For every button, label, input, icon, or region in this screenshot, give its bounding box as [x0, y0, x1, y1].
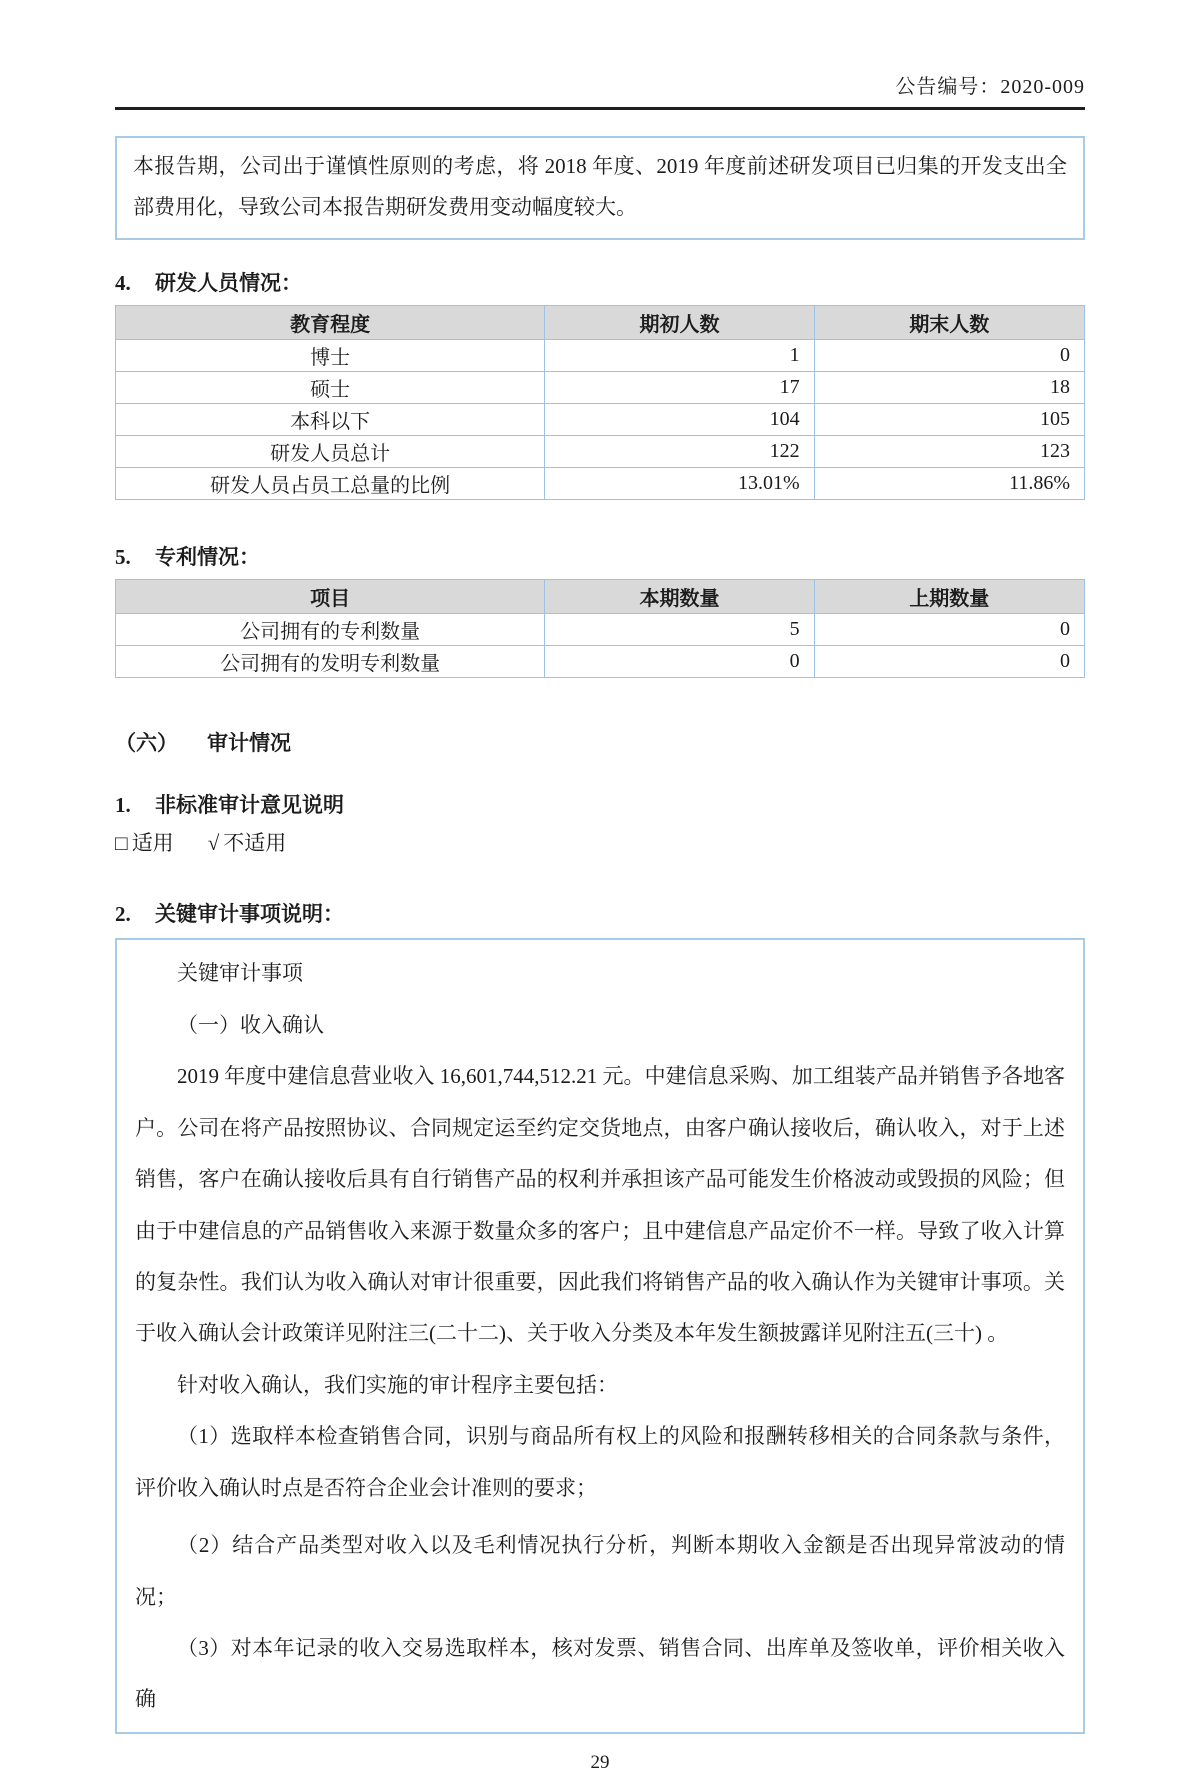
subsection-heading-key-audit-matters [115, 901, 1085, 928]
value-cell: 17 [545, 372, 814, 404]
table-header-row [116, 306, 1085, 340]
section-title: 研发人员情况： [155, 270, 302, 295]
checkbox-unchecked-icon: □ [115, 831, 128, 856]
section-title: 审计情况 [207, 731, 291, 756]
value-cell: 123 [814, 436, 1084, 468]
table-header [116, 306, 1085, 340]
rd-personnel-table [115, 305, 1085, 500]
table-header-row [116, 580, 1085, 614]
applicability-line [115, 827, 1085, 857]
value-cell: 11.86% [814, 468, 1084, 500]
value-cell: 0 [814, 614, 1084, 646]
subsection-number: 1. [115, 792, 131, 817]
patent-table [115, 579, 1085, 678]
notice-text: 本报告期，公司出于谨慎性原则的考虑，将 2018 年度、2019 年度前述研发项目已归集的开发支出全部费用化，导致公司本报告期研发费用变动幅度较大。 [133, 154, 1067, 219]
section-number: 4. [115, 270, 131, 295]
column-header: 项目 [116, 580, 545, 614]
audit-procedure-item: （1）选取样本检查销售合同，识别与商品所有权上的风险和报酬转移相关的合同条款与条件，评价收入确认时点是否符合企业会计准则的要求； [135, 1424, 1065, 1500]
row-label-cell: 本科以下 [116, 404, 545, 436]
subsection-title: 关键审计事项说明： [155, 902, 344, 927]
column-header: 本期数量 [545, 580, 814, 614]
value-cell: 105 [814, 404, 1084, 436]
page-number: 29 [590, 1751, 610, 1773]
audit-box-paragraph: 2019 年度中建信息营业收入 16,601,744,512.21 元。中建信息采购、加工组装产品并销售予各地客户。公司在将产品按照协议、合同规定运至约定交货地点，由客户确认接收后，确认收入，对于上述销售，客户在确认接收后具有自行销售产品的权利并承担该产品可能发生价格波动或毁损的风险；但由于中建信息的产品销售收入来源于数量众多的客户；且中建信息产品定价不一样。导致了收入计算的复杂性。我们认为收入确认对审计很重要，因此我们将销售产品的收入确认作为关键审计事项。关于收入确认会计政策详见附注三(二十二)、关于收入分类及本年发生额披露详见附注五(三十) 。 [135, 1064, 1065, 1346]
announcement-number: 公告编号：2020-009 [895, 76, 1085, 98]
notice-box [115, 136, 1085, 240]
table-header [116, 580, 1085, 614]
value-cell: 104 [545, 404, 814, 436]
audit-box-paragraph: 针对收入确认，我们实施的审计程序主要包括： [177, 1372, 618, 1397]
subsection-heading-nonstandard-opinion [115, 792, 1085, 819]
header-rule [115, 107, 1085, 110]
table-row [116, 646, 1085, 678]
audit-box-subheading: （一）收入确认 [177, 1012, 324, 1037]
row-label-cell: 公司拥有的专利数量 [116, 614, 545, 646]
table-row [116, 468, 1085, 500]
table-row [116, 372, 1085, 404]
subsection-number: 2. [115, 902, 131, 927]
value-cell: 0 [814, 340, 1084, 372]
row-label-cell: 研发人员总计 [116, 436, 545, 468]
table-row [116, 436, 1085, 468]
value-cell: 0 [545, 646, 814, 678]
section-title: 专利情况： [155, 545, 260, 570]
value-cell: 13.01% [545, 468, 814, 500]
audit-procedure-item: （3）对本年记录的收入交易选取样本，核对发票、销售合同、出库单及签收单，评价相关收入确 [135, 1636, 1065, 1712]
table-row [116, 404, 1085, 436]
row-label-cell: 公司拥有的发明专利数量 [116, 646, 545, 678]
column-header: 教育程度 [116, 306, 545, 340]
section-number: 5. [115, 545, 131, 570]
column-header: 期末人数 [814, 306, 1084, 340]
row-label-cell: 博士 [116, 340, 545, 372]
value-cell: 0 [814, 646, 1084, 678]
option-label: 适用 [131, 831, 174, 856]
table-body [116, 340, 1085, 500]
value-cell: 5 [545, 614, 814, 646]
value-cell: 1 [545, 340, 814, 372]
option-label: 不适用 [223, 831, 287, 856]
option-applicable [115, 831, 174, 855]
section-heading-audit [115, 730, 1085, 757]
audit-procedure-item: （2）结合产品类型对收入以及毛利情况执行分析，判断本期收入金额是否出现异常波动的情况； [135, 1533, 1065, 1609]
row-label-cell: 硕士 [116, 372, 545, 404]
table-row [116, 340, 1085, 372]
table-row [116, 614, 1085, 646]
audit-box-heading: 关键审计事项 [177, 961, 303, 986]
table-body [116, 614, 1085, 678]
row-label-cell: 研发人员占员工总量的比例 [116, 468, 545, 500]
section-heading-rd-personnel [115, 270, 1085, 297]
column-header: 期初人数 [545, 306, 814, 340]
value-cell: 18 [814, 372, 1084, 404]
value-cell: 122 [545, 436, 814, 468]
section-heading-patents [115, 544, 1085, 571]
subsection-title: 非标准审计意见说明 [155, 792, 344, 817]
option-not-applicable [208, 831, 287, 855]
checkmark-icon: √ [207, 831, 220, 856]
key-audit-matters-box [115, 938, 1085, 1734]
section-number: （六） [115, 731, 178, 756]
column-header: 上期数量 [814, 580, 1084, 614]
